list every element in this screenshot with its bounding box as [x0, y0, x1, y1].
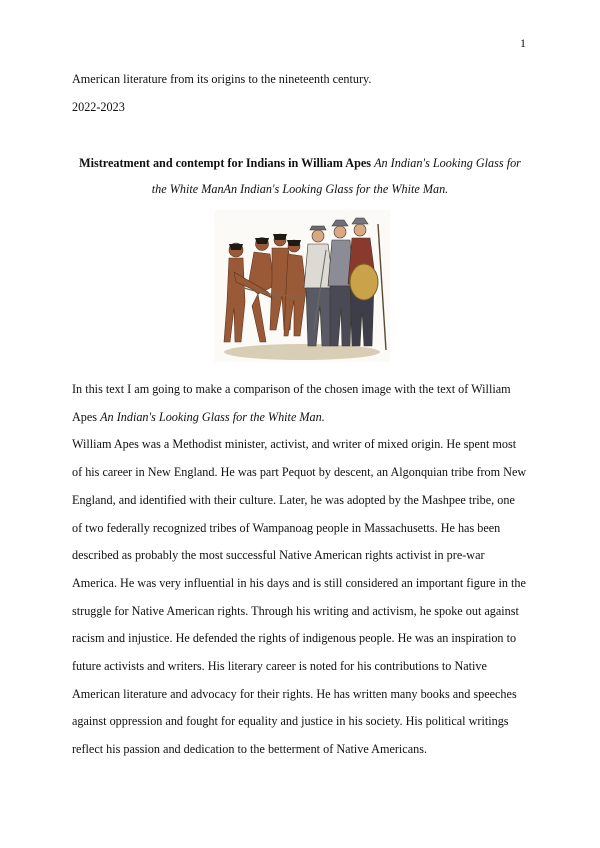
paragraph-1-text: In this text I am going to make a comparison of the chosen image with the text of William Apes: [72, 382, 511, 424]
title-bold: Mistreatment and contempt for Indians in William Apes: [79, 156, 372, 170]
document-title: [72, 150, 528, 202]
paragraph-1: [72, 376, 528, 431]
paragraph-2: William Apes was a Methodist minister, activist, and writer of mixed origin. He spent most of his career in New England. He was part Pequot by descent, an Algonquian tribe from New England, and identified with their culture. Later, he was adopted by the Mashpee tribe, one of two federally recognized tribes of Wampanoag people in Massachusetts. He has been described as probably the most successful Native American rights activist in pre-war America. He was very influential in his days and is still considered an important figure in the struggle for Native American rights. Through his writing and activism, he spoke out against racism and injustice. He defended the rights of indigenous people. He was an inspiration to future activists and writers. His literary career is noted for his contributions to Native American literature and advocacy for their rights. He has written many books and speeches against oppression and fought for equality and justice in his society. His political writings reflect his passion and dedication to the betterment of Native Americans.: [72, 437, 527, 757]
body-text: [72, 376, 528, 764]
page-number: 1: [520, 36, 526, 50]
paragraph-1-italic: An Indian's Looking Glass for the White Man.: [100, 409, 325, 424]
course-line: American literature from its origins to the nineteenth century.: [72, 72, 372, 86]
year-line: 2022-2023: [72, 100, 125, 114]
illustration-image: [214, 210, 390, 362]
title-italic: An Indian's Looking Glass for the White ManAn Indian's Looking Glass for the White Man.: [151, 156, 521, 196]
